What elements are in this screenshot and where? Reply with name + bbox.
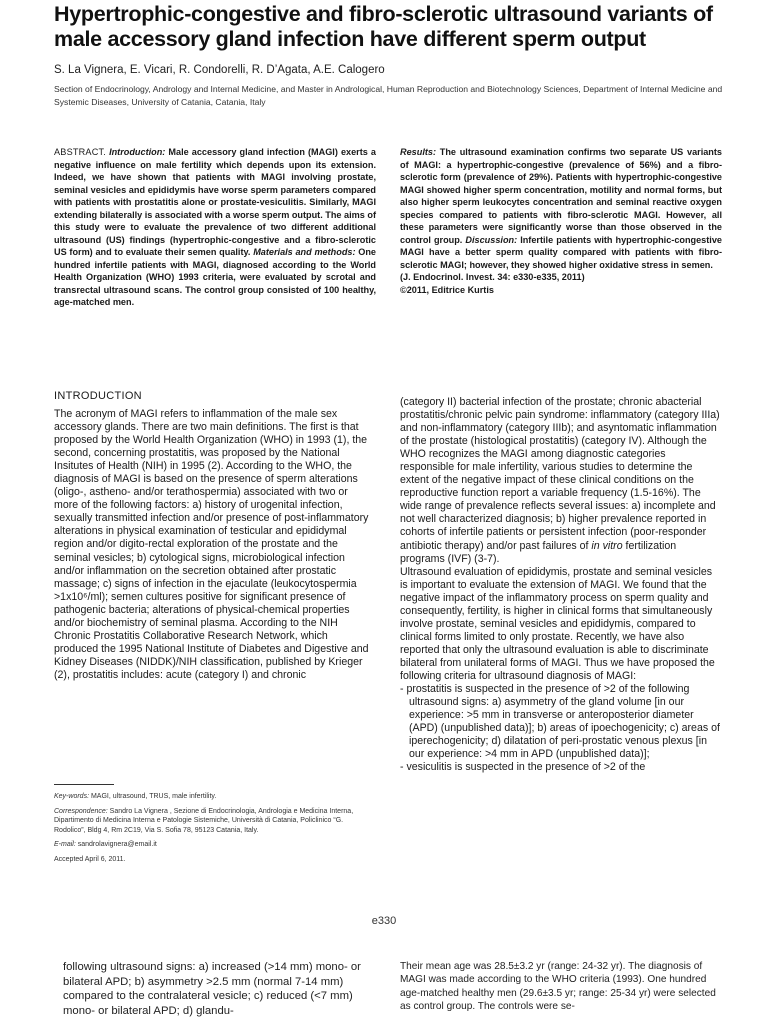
- email-address: sandrolavignera@email.it: [77, 841, 157, 849]
- footnote-divider: [54, 784, 114, 785]
- introduction-paragraph: Ultrasound evaluation of epididymis, prostate and seminal vesicles is important to evaluate the extension of MAGI. We found that the negative impact of the inflammatory process on sperm quality and consequently, fertility, is higher in clinical forms that simultaneously involve prostate, seminal vesicles and epididymis, compared to clinical forms limited to only prostate. Recently, we have also reported that only the ultrasound evaluation is able to discriminate bilateral from unilateral forms of MAGI. Thus we have proposed the following criteria for ultrasound diagnosis of MAGI:: [400, 565, 715, 682]
- introduction-paragraph: [400, 396, 720, 566]
- abstract-left-column: [54, 146, 376, 309]
- accepted-note: Accepted April 6, 2011.: [54, 855, 126, 863]
- abstract-intro-text: Male accessory gland infection (MAGI) exerts a negative influence on male fertility which depends upon its extension. Indeed, we have shown that patients with MAGI involving prostate, seminal vesicles and epididymis have worse sperm parameters compared with patients with prostatitis alone or prostate-vesiculitis. Similarly, MAGI extending bilaterally is associated with a worse sperm output. The aims of this study were to evaluate the prevalence of two different additional ultrasound (US) findings (hypertrophic-congestive and a fibro-sclerotic US form) and to evaluate their semen quality.: [54, 147, 376, 257]
- introduction-left-column: [54, 408, 374, 682]
- author-list: S. La Vignera, E. Vicari, R. Condorelli, R. D’Agata, A.E. Calogero: [54, 64, 385, 76]
- italic-term: in vitro: [591, 539, 623, 552]
- email-label: E-mail:: [54, 841, 76, 849]
- abstract-copyright: ©2011, Editrice Kurtis: [400, 284, 494, 295]
- keywords-text: MAGI, ultrasound, TRUS, male infertility.: [90, 793, 217, 800]
- introduction-paragraph: The acronym of MAGI refers to inflammation of the male sex accessory glands. There are two main definitions. The first is that proposed by the World Health Organization (WHO) in 1993 (1), the second, concerning prostatitis, was proposed by the National Insitutes of Health (NIH) in 1995 (2). According to the WHO, the diagnosis of MAGI is based on the presence of sperm alterations (oligo-, astheno- and/or terathospermia) associated with two or more of the following factors: a) history of urogenital infection, sexually transmitted infection and/or presence of post-inflammatory alterations in physical examination of testicular and epididymal region and/or digito-rectal exploration of the prostate and the seminal vesicles; b) cytological signs, microbiological infection and/or inflammation on the secretion obtained after prostatic massage; c) signs of infection in the ejaculate (leukocytospermia >1x10⁶/ml); semen cultures positive for significant presence of pathogenic bacteria; alterations of physical-chemical properties and/or biochemistry of seminal plasma. According to the NIH Chronic Prostatitis Collaborative Research Network, which produced the 1995 National Institute of Diabetes and Digestive and Kidney Diseases (NIDDK)/NIH classification, published by Krieger (2), prostatitis includes: acute (category I) and chronic: [54, 408, 369, 681]
- abstract-citation: (J. Endocrinol. Invest. 34: e330-e335, 2011): [400, 272, 585, 282]
- footnotes: [54, 792, 374, 870]
- email-note: [54, 840, 374, 850]
- abstract-intro-label: Introduction:: [109, 147, 166, 157]
- next-page-left-text: following ultrasound signs: a) increased (>14 mm) mono- or bilateral APD; b) asymmetry >2.5 mm (normal 7-14 mm) compared to the contralateral vesicle; c) reduced (<7 mm) mono- or bilateral APD; d) glandu-: [63, 961, 361, 1017]
- next-page-right-text: Their mean age was 28.5±3.2 yr (range: 24-32 yr). The diagnosis of MAGI was made according to the WHO criteria (1993). One hundred age-matched healthy men (29.6±3.5 yr; range: 25-34 yr) were selected as control group. The controls were se-: [400, 961, 716, 1012]
- page-number: e330: [371, 915, 397, 927]
- criteria-list: [400, 683, 720, 774]
- keywords-note: [54, 792, 374, 802]
- correspondence-note: [54, 807, 374, 836]
- abstract-results-label: Results:: [400, 147, 437, 157]
- abstract-results-text: The ultrasound examination confirms two separate US variants of MAGI: a hypertrophic-congestive (prevalence of 56%) and a fibro-sclerotic form (prevalence of 29%). Patients with hypertrophic-congestive MAGI showed higher sperm concentration, motility and normal forms, but also higher sperm leukocytes concentration and seminal reactive oxygen species compared to patients with fibro-sclerotic MAGI. However, all these parameters were significantly worse than those observed in the control group.: [400, 147, 722, 245]
- abstract-methods-label: Materials and methods:: [253, 247, 356, 257]
- affiliation: Section of Endocrinology, Andrology and Internal Medicine, and Master in Andrological, Human Reproduction and Biotechnology Sciences, Department of Internal Medicine and Systemic Diseases, University of Catania, Catania, Italy: [54, 84, 723, 107]
- criteria-item: - vesiculitis is suspected in the presence of >2 of the: [400, 761, 646, 774]
- introduction-right-column: [400, 396, 720, 774]
- paragraph-text: (category II) bacterial infection of the prostate; chronic abacterial prostatitis/chronic pelvic pain syndrome: inflammatory (category IIIa) and non-inflammatory (category IIIb); and asyntomatic inflammation of the prostate (histological prostatitis) (category IV). Although the WHO recognizes the MAGI among diagnostic categories responsible for male infertility, various studies to determine the extent of the negative impact of these clinical conditions on the reproductive function report a variable frequency (1.5-16%). The wide range of prevalence reflects several issues: a) incomplete and not well characterized diagnosis; b) higher prevalence reported in cohorts of infertile patients or persistent infection (poor-responder antibiotic therapy) and/or past failures of: [400, 396, 720, 552]
- correspondence-text: Sandro La Vignera , Sezione di Endocrinologia, Andrologia e Medicina Interna, Dipartimento di Medicina Interna e Patologie Sistemiche, Università di Catania, Policlinico “G. Rodolico”, Bldg 4, Rm 2C19, Via S. Sofia 78, 95123 Catania, Italy.: [54, 807, 354, 834]
- introduction-heading: INTRODUCTION: [54, 390, 142, 402]
- correspondence-label: Correspondence:: [54, 807, 108, 815]
- criteria-item: - prostatitis is suspected in the presence of >2 of the following ultrasound signs: a) asymmetry of the gland volume [in our experience: >5 mm in transverse or anteroposterior diameter (APD) (unpublished data)]; b) areas of ipoechogenicity; c) areas of iperechogenicity; d) dilatation of peri-prostatic venous plexus [in our experience: >4 mm in APD (unpublished data)];: [400, 683, 720, 761]
- abstract-label: ABSTRACT.: [54, 147, 106, 157]
- abstract-right-column: [400, 146, 722, 296]
- abstract-methods-text: One hundred infertile patients with MAGI, diagnosed according to the World Health Organization (WHO) 1993 criteria, were evaluated by scrotal and transrectal ultrasound scans. The control group consisted of 100 healthy, age-matched men.: [54, 247, 376, 307]
- article-title: Hypertrophic-congestive and fibro-sclerotic ultrasound variants of male accessory gland infection have different sperm output: [54, 2, 713, 51]
- keywords-label: Key-words:: [54, 793, 90, 800]
- abstract-discussion-text: Infertile patients with hypertrophic-congestive MAGI have a better sperm quality compared with patients with fibro-sclerotic MAGI; however, they showed higher oxidative stress in semen.: [400, 234, 722, 270]
- abstract-discussion-label: Discussion:: [465, 234, 518, 245]
- paragraph-text: fertilization programs (IVF) (3-7).: [400, 539, 677, 565]
